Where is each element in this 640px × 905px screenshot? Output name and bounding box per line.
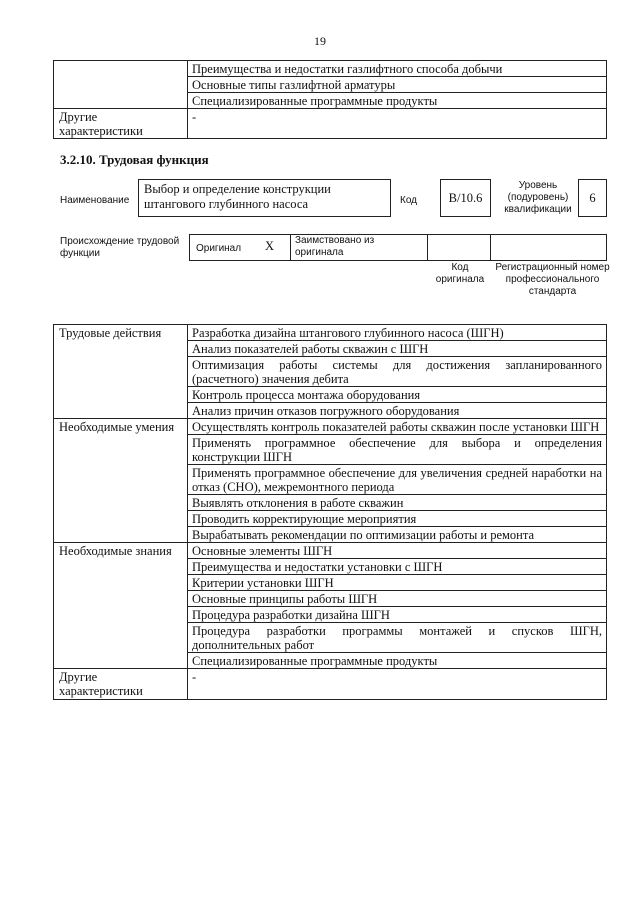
qualification-level-field: 6: [578, 179, 607, 217]
other-characteristics-label: Другие характеристики: [54, 109, 188, 139]
skill-item: Выявлять отклонения в работе скважин: [188, 495, 607, 511]
table-cell: Специализированные программные продукты: [188, 93, 607, 109]
other-characteristics-label: Другие характеристики: [54, 669, 188, 700]
knowledge-item: Преимущества и недостатки установки с ШГН: [188, 559, 607, 575]
function-name-field: Выбор и определение конструкции штангового глубинного насоса: [138, 179, 391, 217]
table-label-cell: [54, 61, 188, 109]
labor-function-table: [53, 324, 607, 700]
skill-item: Применять программное обеспечение для увеличения средней наработки на отказ (СНО), межремонтного периода: [188, 465, 607, 495]
code-label: Код: [400, 195, 418, 206]
table-cell: -: [188, 109, 607, 139]
knowledge-item: Процедура разработки дизайна ШГН: [188, 607, 607, 623]
labor-action-item: Контроль процесса монтажа оборудования: [188, 387, 607, 403]
table-cell: Преимущества и недостатки газлифтного способа добычи: [188, 61, 607, 77]
labor-action-item: Анализ показателей работы скважин с ШГН: [188, 341, 607, 357]
function-code-field: В/10.6: [440, 179, 491, 217]
qualification-level-label: Уровень (подуровень) квалификации: [504, 180, 572, 215]
code-original-cell: [427, 234, 491, 261]
other-item: -: [188, 669, 607, 700]
code-original-caption: Код оригинала: [435, 262, 485, 285]
borrowed-label: Заимствовано из оригинала: [295, 235, 375, 258]
labor-actions-label: Трудовые действия: [54, 325, 188, 419]
original-label: Оригинал: [196, 243, 242, 254]
origin-label: Происхождение трудовой функции: [60, 236, 180, 259]
knowledge-item: Критерии установки ШГН: [188, 575, 607, 591]
labor-action-item: Анализ причин отказов погружного оборудования: [188, 403, 607, 419]
original-mark: X: [265, 239, 275, 253]
table-cell: Основные типы газлифтной арматуры: [188, 77, 607, 93]
skill-item: Вырабатывать рекомендации по оптимизации работы и ремонта: [188, 527, 607, 543]
skill-item: Осуществлять контроль показателей работы скважин после установки ШГН: [188, 419, 607, 435]
reg-number-caption: Регистрационный номер профессионального стандарта: [495, 262, 610, 297]
required-skills-label: Необходимые умения: [54, 419, 188, 543]
knowledge-item: Специализированные программные продукты: [188, 653, 607, 669]
skill-item: Проводить корректирующие мероприятия: [188, 511, 607, 527]
knowledge-item: Основные принципы работы ШГН: [188, 591, 607, 607]
page-number: 19: [314, 34, 326, 48]
labor-action-item: Разработка дизайна штангового глубинного насоса (ШГН): [188, 325, 607, 341]
name-label: Наименование: [60, 195, 130, 206]
knowledge-item: Процедура разработки программы монтажей и спусков ШГН, дополнительных работ: [188, 623, 607, 653]
skill-item: Применять программное обеспечение для выбора и определения конструкции ШГН: [188, 435, 607, 465]
continuation-table: [53, 60, 607, 139]
knowledge-item: Основные элементы ШГН: [188, 543, 607, 559]
section-heading: 3.2.10. Трудовая функция: [60, 152, 209, 167]
required-knowledge-label: Необходимые знания: [54, 543, 188, 669]
labor-action-item: Оптимизация работы системы для достижения запланированного (расчетного) значения дебита: [188, 357, 607, 387]
reg-number-cell: [490, 234, 607, 261]
